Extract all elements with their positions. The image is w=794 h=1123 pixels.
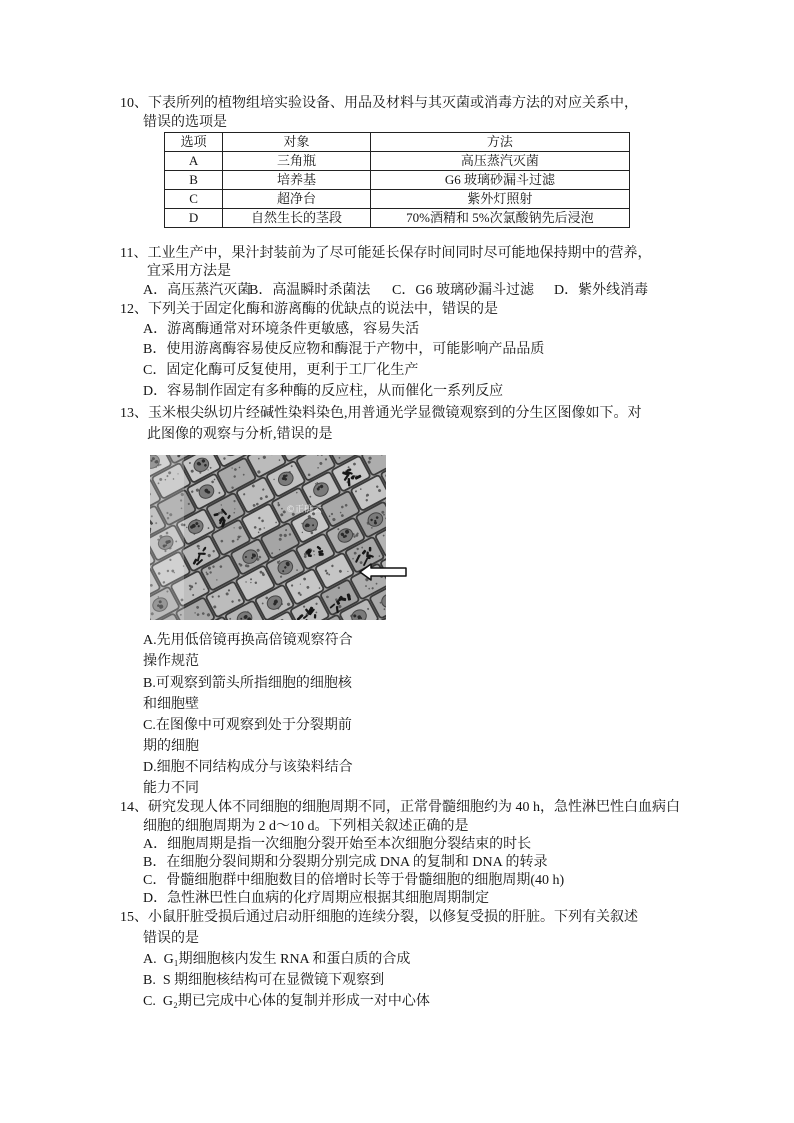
table-header-row xyxy=(165,133,630,152)
table-cell: C xyxy=(165,190,223,209)
q13-option-c-line-1: C.在图像中可观察到处于分裂期前 xyxy=(143,718,352,733)
q13-option-a-line-1: A.先用低倍镜再换高倍镜观察符合 xyxy=(143,633,353,648)
chromosome xyxy=(319,553,324,556)
q12-stem-line-1: 12、下列关于固定化酶和游离酶的优缺点的说法中，错误的是 xyxy=(120,302,498,317)
q15-option-c: C. G₂期已完成中心体的复制并形成一对中心体 xyxy=(143,994,430,1009)
q14-stem-line-1: 14、研究发现人体不同细胞的细胞周期不同，正常骨髓细胞约为 40 h，急性淋巴性白血病白 xyxy=(120,800,680,815)
q11-stem-line-2: 宜采用方法是 xyxy=(147,264,231,279)
q13-option-c-line-2: 期的细胞 xyxy=(143,739,199,754)
q12-option-a: A．游离酶通常对环境条件更敏感，容易失活 xyxy=(143,322,420,337)
table-cell: A xyxy=(165,152,223,171)
table-cell: G6 玻璃砂漏斗过滤 xyxy=(370,171,629,190)
table-header-object: 对象 xyxy=(223,133,371,152)
q11-option-b: B．高温瞬时杀菌法 xyxy=(249,283,371,298)
q13-option-a-line-2: 操作规范 xyxy=(143,654,199,669)
q15-stem-line-2: 错误的是 xyxy=(143,931,199,946)
table-cell: 高压蒸汽灭菌 xyxy=(370,152,629,171)
cell-grid xyxy=(150,455,386,620)
q13-option-d-line-2: 能力不同 xyxy=(143,781,199,796)
image-light-edge xyxy=(150,455,184,620)
q11-stem-line-1: 11、工业生产中，果汁封装前为了尽可能延长保存时间同时尽可能地保持期中的营养， xyxy=(120,246,652,261)
q12-option-c: C．固定化酶可反复使用，更利于工厂化生产 xyxy=(143,363,419,378)
q11-option-d: D．紫外线消毒 xyxy=(554,283,649,298)
table-header-method: 方法 xyxy=(370,133,629,152)
q14-option-a: A．细胞周期是指一次细胞分裂开始至本次细胞分裂结束的时长 xyxy=(143,837,532,852)
arrow-icon xyxy=(358,563,408,581)
q13-stem-line-1: 13、玉米根尖纵切片经碱性染料染色,用普通光学显微镜观察到的分生区图像如下。对 xyxy=(120,406,642,421)
table-cell: 三角瓶 xyxy=(223,152,371,171)
q13-stem-line-2: 此图像的观察与分析,错误的是 xyxy=(147,427,333,442)
q11-option-a: A．高压蒸汽灭菌 xyxy=(143,283,252,298)
q14-option-d: D．急性淋巴性白血病的化疗周期应根据其细胞周期制定 xyxy=(143,891,490,906)
q10-table xyxy=(164,132,630,228)
table-row xyxy=(165,190,630,209)
chromosome xyxy=(369,547,372,552)
q10-stem-line-1: 10、下表所列的植物组培实验设备、用品及材料与其灭菌或消毒方法的对应关系中， xyxy=(120,96,638,111)
q13-option-b-line-2: 和细胞壁 xyxy=(143,697,199,712)
q10-stem-line-2: 错误的选项是 xyxy=(143,115,227,130)
table-cell: D xyxy=(165,209,223,228)
q12-option-d: D．容易制作固定有多种酶的反应柱，从而催化一系列反应 xyxy=(143,384,504,399)
table-cell: 70%酒精和 5%次氯酸钠先后浸泡 xyxy=(370,209,629,228)
q15-stem-line-1: 15、小鼠肝脏受损后通过启动肝细胞的连续分裂，以修复受损的肝脏。下列有关叙述 xyxy=(120,910,638,925)
table-row xyxy=(165,152,630,171)
q14-option-c: C．骨髓细胞群中细胞数目的倍增时长等于骨髓细胞的细胞周期(40 h) xyxy=(143,873,565,888)
microscope-image xyxy=(150,455,386,620)
table-cell: 自然生长的茎段 xyxy=(223,209,371,228)
image-watermark: ©正确云 xyxy=(286,505,323,515)
q14-stem-line-2: 细胞的细胞周期为 2 d～10 d。下列相关叙述正确的是 xyxy=(143,819,469,834)
q13-option-d-line-1: D.细胞不同结构成分与该染料结合 xyxy=(143,760,353,775)
q11-option-c: C．G6 玻璃砂漏斗过滤 xyxy=(392,283,534,298)
table-cell: 紫外灯照射 xyxy=(370,190,629,209)
table-row xyxy=(165,209,630,228)
table-cell: 培养基 xyxy=(223,171,371,190)
table-header-option: 选项 xyxy=(165,133,223,152)
q15-option-b: B. S 期细胞核结构可在显微镜下观察到 xyxy=(143,973,385,988)
table-row xyxy=(165,171,630,190)
q14-option-b: B．在细胞分裂间期和分裂期分别完成 DNA 的复制和 DNA 的转录 xyxy=(143,855,548,870)
q13-option-b-line-1: B.可观察到箭头所指细胞的细胞核 xyxy=(143,676,352,691)
microscope-image-drawing xyxy=(150,455,386,620)
table-cell: 超净台 xyxy=(223,190,371,209)
chromosome xyxy=(314,614,317,619)
table-cell: B xyxy=(165,171,223,190)
q15-option-a: A. G₁期细胞核内发生 RNA 和蛋白质的合成 xyxy=(143,952,411,967)
q12-option-b: B．使用游离酶容易使反应物和酶混于产物中，可能影响产品品质 xyxy=(143,342,545,357)
